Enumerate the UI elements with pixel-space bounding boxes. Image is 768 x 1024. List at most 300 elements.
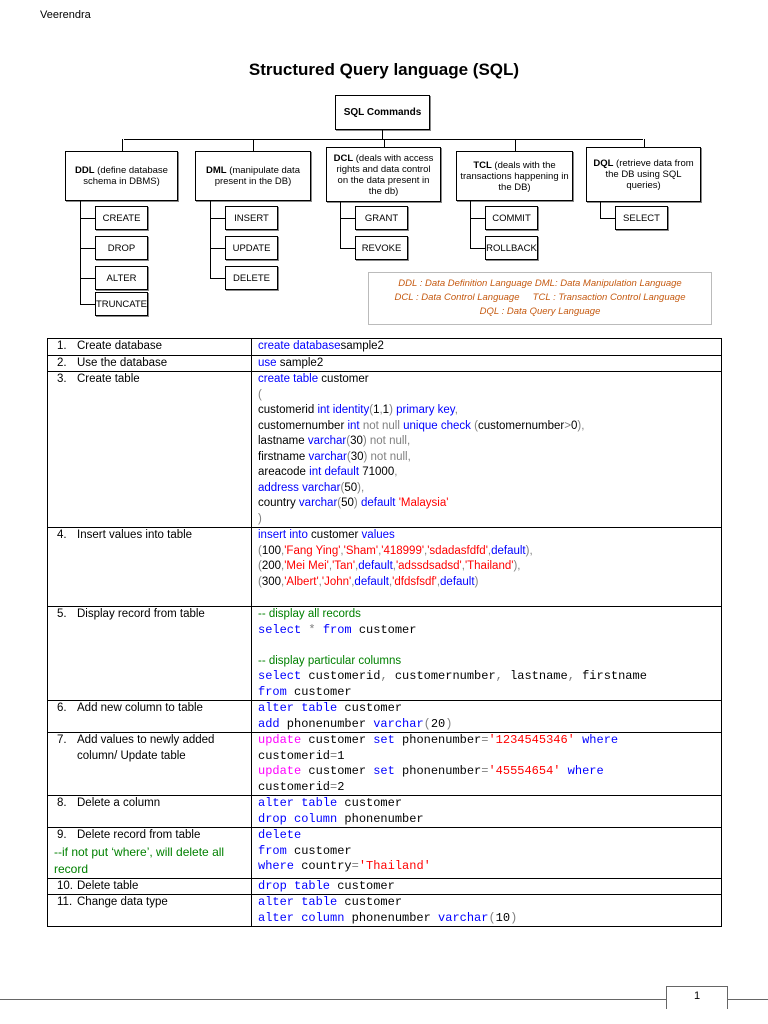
step-label	[54, 372, 245, 388]
code-token: create table	[258, 373, 319, 385]
code-line	[258, 528, 715, 544]
category-description: (deals with the transactions happening in the DB)	[460, 159, 569, 193]
code-token: (	[474, 419, 478, 432]
step-label	[54, 796, 245, 812]
code-line	[258, 844, 715, 860]
code-token: update	[258, 764, 302, 778]
diagram-connector	[80, 304, 95, 305]
step-label	[54, 339, 245, 355]
code-token: int	[347, 419, 360, 432]
step-title: Create table	[77, 373, 140, 385]
sql-steps-table	[47, 338, 722, 927]
code-token: 'sdadasfdfd'	[427, 544, 488, 557]
code-token: add	[258, 716, 280, 731]
code-token: int default	[309, 466, 363, 478]
code-line	[258, 669, 715, 685]
code-token: customer	[337, 895, 403, 909]
abbreviation-line: DQL : Data Query Language	[479, 306, 601, 317]
table-row	[48, 733, 722, 796]
step-number: 9.	[57, 829, 67, 841]
category-abbr: TCL	[473, 159, 492, 171]
step-number: 8.	[57, 797, 67, 809]
step-number: 1.	[57, 340, 67, 352]
step-code-cell	[252, 528, 722, 607]
command-label: GRANT	[364, 212, 399, 224]
diagram-connector	[470, 218, 485, 219]
abbreviation-line: DDL : Data Definition Language DML: Data Manipulation Language	[398, 278, 682, 289]
table-row	[48, 895, 722, 927]
step-code-cell	[252, 355, 722, 372]
diagram-connector	[210, 201, 211, 278]
diagram-connector	[210, 248, 225, 249]
code-token: values	[361, 529, 395, 541]
step-title: Insert values into table	[77, 529, 193, 541]
command-label: ALTER	[106, 272, 137, 284]
code-token: ,	[487, 544, 492, 557]
step-code-cell	[252, 701, 722, 733]
table-row	[48, 372, 722, 528]
code-line	[258, 701, 715, 717]
code-token: firstname	[258, 450, 309, 463]
command-box-insert	[225, 206, 278, 230]
code-token: 10	[495, 910, 511, 925]
diagram-connector	[470, 248, 485, 249]
diagram-connector	[80, 201, 81, 304]
command-label: DROP	[107, 242, 136, 254]
code-token: 'adssdsadsd'	[395, 560, 462, 572]
step-label	[54, 607, 245, 623]
command-label: DELETE	[233, 272, 270, 284]
diagram-connector	[80, 278, 95, 279]
step-label	[54, 828, 245, 844]
abbreviation-legend	[368, 272, 712, 325]
code-line	[258, 575, 715, 591]
code-token: customerid	[301, 669, 381, 683]
code-token: 50	[341, 497, 354, 509]
category-description: (manipulate data present in the DB)	[214, 165, 300, 187]
code-token: 2	[337, 779, 345, 794]
diagram-root-box	[335, 95, 430, 130]
code-token: customerid	[258, 404, 318, 416]
code-token: (	[340, 481, 345, 494]
step-label-cell	[48, 878, 252, 895]
code-line	[258, 717, 715, 733]
code-token: ) not null,	[363, 450, 411, 463]
category-box-ddl	[65, 151, 178, 201]
step-label	[54, 701, 245, 717]
step-title: Display record from table	[77, 608, 205, 620]
code-token: 1	[337, 748, 345, 763]
step-label-cell	[48, 339, 252, 356]
page-title: Structured Query language (SQL)	[248, 60, 520, 79]
code-token: varchar	[308, 450, 347, 463]
code-line	[258, 895, 715, 911]
diagram-connector	[210, 218, 225, 219]
code-line	[258, 764, 715, 780]
code-token: (	[258, 544, 262, 557]
step-code-cell	[252, 607, 722, 701]
code-token: 'Mei Mei'	[284, 560, 329, 572]
code-line	[258, 419, 715, 435]
code-token: ,	[318, 575, 322, 588]
code-token: )	[389, 404, 393, 416]
code-token: (	[423, 716, 431, 731]
step-number: 3.	[57, 373, 67, 385]
step-code-cell	[252, 828, 722, 879]
code-line	[258, 828, 715, 844]
code-line	[258, 388, 715, 404]
table-row	[48, 878, 722, 895]
command-label: TRUNCATE	[95, 298, 148, 310]
step-number: 4.	[57, 529, 67, 541]
category-box-dml	[195, 151, 311, 201]
code-token: ,	[281, 560, 285, 572]
step-code-cell	[252, 895, 722, 927]
code-token: use	[258, 356, 277, 369]
code-token: drop column	[258, 811, 338, 826]
code-token: customer	[286, 684, 352, 699]
command-label: INSERT	[234, 212, 269, 224]
code-token: update	[258, 733, 302, 747]
footer-divider	[0, 999, 768, 1000]
category-box-tcl	[456, 151, 573, 201]
code-token: 200	[261, 560, 282, 572]
code-token: from	[258, 843, 287, 858]
code-token: int identity	[317, 404, 370, 416]
code-line	[258, 879, 715, 895]
code-token: 'Thailand'	[464, 560, 514, 572]
code-line	[258, 481, 715, 497]
command-box-truncate	[95, 292, 148, 316]
step-code-cell	[252, 372, 722, 528]
code-line	[258, 780, 715, 796]
step-label-cell	[48, 372, 252, 528]
code-token: ,	[379, 404, 383, 416]
code-token: primary key	[392, 404, 455, 416]
step-label-cell	[48, 701, 252, 733]
command-label: REVOKE	[361, 242, 402, 254]
code-token: '45554654'	[488, 764, 561, 778]
code-token: (	[258, 560, 262, 572]
code-token: from	[258, 684, 287, 699]
code-line	[258, 496, 715, 512]
code-token: varchar	[373, 716, 424, 731]
code-token: 300	[261, 575, 282, 588]
code-line	[258, 434, 715, 450]
code-token: 1	[373, 404, 380, 416]
code-token: ,	[281, 575, 285, 588]
code-token: country	[294, 859, 352, 873]
diagram-connector	[340, 218, 355, 219]
code-token: where	[560, 764, 604, 778]
code-token: =	[330, 779, 338, 794]
code-token: alter table	[258, 895, 338, 909]
code-token: 'Fang Ying'	[284, 544, 341, 557]
code-token: =	[481, 764, 489, 778]
code-token: '1234545346'	[488, 733, 575, 747]
step-title: Delete record from table	[77, 829, 201, 841]
category-box-dcl	[326, 147, 441, 202]
table-row	[48, 607, 722, 701]
code-token: select	[258, 622, 302, 637]
abbreviation-line: DCL : Data Control Language TCL : Transaction Control Language	[394, 292, 686, 303]
code-token: drop table	[258, 878, 331, 893]
category-description: (define database schema in DBMS)	[83, 165, 168, 187]
code-token: customer	[337, 796, 403, 810]
command-box-commit	[485, 206, 538, 230]
category-description: (retrieve data from the DB using SQL queries)	[605, 158, 694, 191]
diagram-connector	[340, 202, 341, 248]
command-box-grant	[355, 206, 408, 230]
code-token: 100	[261, 544, 282, 557]
code-token: ,	[351, 575, 355, 588]
code-token: ,	[392, 560, 396, 572]
step-number: 5.	[57, 608, 67, 620]
code-token: 20	[430, 716, 446, 731]
code-token: alter table	[258, 701, 338, 715]
code-token: default	[354, 575, 389, 588]
diagram-root-label: SQL Commands	[343, 107, 422, 118]
code-token: (	[346, 450, 351, 463]
step-label-cell	[48, 828, 252, 879]
code-token: 'Malaysia'	[398, 497, 449, 509]
diagram-connector	[600, 202, 601, 218]
code-token: ,	[388, 575, 393, 588]
command-box-create	[95, 206, 148, 230]
code-token: (	[346, 435, 351, 447]
code-line	[258, 911, 715, 927]
step-label-cell	[48, 733, 252, 796]
code-token: 'Albert'	[284, 575, 319, 588]
step-number: 11.	[57, 896, 73, 908]
step-label	[54, 895, 245, 911]
code-token: delete	[258, 828, 302, 842]
step-title: Delete a column	[77, 797, 161, 809]
table-row	[48, 828, 722, 879]
code-line	[258, 796, 715, 812]
command-box-alter	[95, 266, 148, 290]
step-note: --if not put ‘where’, will delete all record	[54, 844, 225, 876]
step-title: Add new column to table	[77, 702, 203, 714]
code-token: '418999'	[381, 544, 425, 557]
code-token: =	[351, 859, 359, 873]
code-line	[258, 685, 715, 701]
diagram-connector	[80, 218, 95, 219]
code-token: ,	[380, 669, 388, 683]
code-token: )	[445, 716, 453, 731]
code-token: customer	[301, 733, 374, 747]
command-label: UPDATE	[232, 242, 271, 254]
code-token: 'John'	[321, 575, 352, 588]
code-token: customernumber	[387, 669, 496, 683]
code-token: address varchar	[258, 481, 341, 494]
category-abbr: DCL	[333, 152, 354, 164]
command-label: ROLLBACK	[486, 242, 537, 254]
step-label-cell	[48, 355, 252, 372]
author-name: Veerendra	[40, 9, 91, 21]
code-token: alter column	[258, 910, 345, 925]
code-token: -- display all records	[258, 608, 361, 620]
step-title: Change data type	[77, 896, 168, 908]
code-token: create database	[258, 340, 341, 352]
code-token: customernumber	[258, 419, 348, 432]
code-token: default	[358, 560, 393, 572]
step-code-cell	[252, 733, 722, 796]
code-token: ,	[328, 560, 333, 572]
step-code-cell	[252, 796, 722, 828]
table-row	[48, 701, 722, 733]
code-token: lastname	[502, 669, 568, 683]
code-token: 'Sham'	[343, 544, 379, 557]
code-line	[258, 859, 715, 875]
code-line	[258, 559, 715, 575]
code-token: select	[258, 669, 302, 683]
code-token: )	[510, 910, 518, 925]
code-line	[258, 812, 715, 828]
diagram-connector	[253, 139, 254, 151]
code-token: =	[481, 733, 489, 747]
code-line	[258, 403, 715, 419]
code-token: ,	[424, 544, 428, 557]
code-line	[258, 749, 715, 765]
step-number: 6.	[57, 702, 67, 714]
code-token: phonenumber	[279, 716, 374, 731]
command-box-delete	[225, 266, 278, 290]
code-line	[258, 638, 715, 654]
step-label	[54, 528, 245, 544]
code-token: 'dfdsfsdf'	[392, 575, 437, 588]
code-token: 71000	[362, 466, 395, 478]
step-code-cell	[252, 339, 722, 356]
code-token: ,	[461, 560, 465, 572]
code-line	[258, 356, 715, 372]
code-token: areacode	[258, 466, 310, 478]
command-box-drop	[95, 236, 148, 260]
code-token: customer	[286, 843, 352, 858]
code-token: customer	[307, 529, 362, 541]
code-token: )	[258, 512, 262, 525]
table-row	[48, 796, 722, 828]
command-label: CREATE	[102, 212, 141, 224]
code-token: insert into	[258, 529, 308, 541]
step-number: 2.	[57, 356, 67, 369]
code-token: ,	[340, 544, 344, 557]
code-token: ,	[495, 669, 503, 683]
diagram-connector	[340, 248, 355, 249]
code-token: ,	[454, 404, 458, 416]
category-box-dql	[586, 147, 701, 202]
code-token: ,	[281, 544, 285, 557]
category-abbr: DDL	[75, 165, 95, 176]
code-line	[258, 465, 715, 481]
diagram-connector	[382, 130, 383, 139]
code-token: where	[574, 733, 619, 747]
command-box-update	[225, 236, 278, 260]
code-token: 50	[344, 481, 358, 494]
code-token: default	[491, 544, 526, 557]
table-row	[48, 339, 722, 356]
code-token: ) not null,	[362, 435, 411, 447]
code-line	[258, 733, 715, 749]
code-token: customer	[351, 622, 417, 637]
code-token: ),	[357, 481, 365, 494]
code-token: (	[337, 497, 342, 509]
step-title: Delete table	[77, 879, 139, 892]
code-line	[258, 372, 715, 388]
code-line	[258, 623, 715, 639]
code-token: 30	[350, 450, 364, 463]
code-token: phonenumber	[337, 811, 424, 826]
table-row	[48, 355, 722, 372]
code-token: varchar	[438, 910, 489, 925]
diagram-connector	[515, 139, 516, 151]
category-abbr: DQL	[593, 158, 614, 169]
code-token: customerid	[258, 779, 331, 794]
command-box-revoke	[355, 236, 408, 260]
page-number: 1	[666, 986, 728, 1009]
code-token: *	[301, 622, 323, 637]
step-title: Use the database	[77, 356, 168, 369]
code-token: (	[488, 910, 496, 925]
code-token: 'Thailand'	[358, 859, 431, 873]
code-token: ,	[394, 466, 398, 478]
code-line	[258, 607, 715, 623]
step-label	[54, 879, 245, 895]
code-token: from	[322, 622, 352, 637]
step-title: Create database	[77, 340, 163, 352]
step-label-cell	[48, 528, 252, 607]
diagram-connector	[644, 139, 645, 147]
code-token: varchar	[307, 435, 347, 447]
step-label-cell	[48, 796, 252, 828]
code-token: set	[373, 764, 395, 778]
diagram-connector	[210, 278, 225, 279]
code-token: default	[440, 575, 475, 588]
code-token: default	[360, 497, 399, 509]
step-number: 10.	[57, 879, 73, 892]
command-label: COMMIT	[492, 212, 531, 224]
code-token: customer	[330, 878, 395, 893]
code-token: lastname	[258, 435, 308, 447]
command-box-rollback	[485, 236, 538, 260]
code-token: customernumber	[477, 419, 565, 432]
step-code-cell	[252, 878, 722, 895]
diagram-connector	[384, 139, 385, 147]
code-token: 'Tan'	[332, 560, 356, 572]
diagram-connector	[470, 201, 471, 248]
code-line	[258, 450, 715, 466]
step-number: 7.	[57, 734, 67, 746]
code-token: country	[258, 497, 299, 509]
code-token: customer	[337, 701, 403, 715]
diagram-connector	[80, 248, 95, 249]
code-token: )	[474, 575, 479, 588]
code-token: customer	[318, 373, 369, 385]
code-token: where	[258, 859, 295, 873]
code-token: phonenumber	[394, 764, 482, 778]
code-token: ,	[355, 560, 359, 572]
code-line	[258, 339, 715, 355]
command-box-select	[615, 206, 668, 230]
code-token: phonenumber	[394, 733, 482, 747]
code-token: 0	[570, 419, 578, 432]
code-token: (	[369, 404, 374, 416]
code-token: alter table	[258, 796, 338, 810]
code-token: )	[353, 497, 361, 509]
code-token: phonenumber	[344, 910, 439, 925]
category-abbr: DML	[206, 165, 227, 176]
code-token: sample2	[340, 340, 384, 352]
